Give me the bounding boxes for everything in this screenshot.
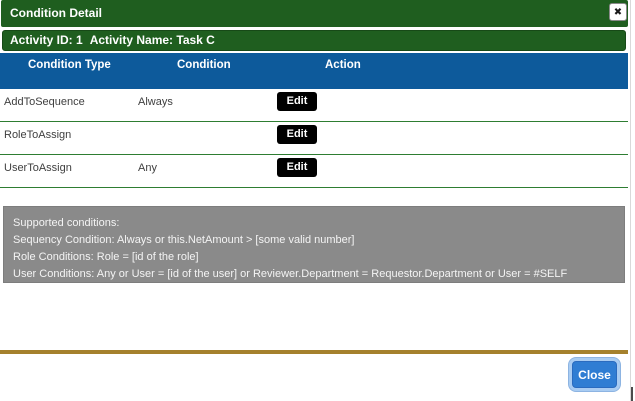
info-line: Supported conditions: bbox=[13, 217, 120, 229]
cell-condition: Always bbox=[138, 96, 173, 108]
cell-action bbox=[270, 155, 317, 187]
dialog-right-border bbox=[630, 0, 631, 401]
dialog-title-bar bbox=[1, 0, 628, 27]
supported-conditions-box bbox=[3, 206, 625, 283]
info-line: Role Conditions: Role = [id of the role] bbox=[13, 251, 199, 263]
footer-divider bbox=[0, 350, 628, 354]
activity-name-label: Activity Name: Task C bbox=[89, 33, 215, 47]
cell-condition-type: UserToAssign bbox=[4, 162, 72, 174]
info-line: User Conditions: Any or User = [id of the user] or Reviewer.Department = Requestor.Department or User = #SELF bbox=[13, 268, 568, 280]
column-header-condition-type: Condition Type bbox=[28, 59, 111, 71]
activity-header-bar bbox=[2, 30, 626, 51]
table-row bbox=[0, 155, 628, 188]
edit-button[interactable]: Edit bbox=[277, 92, 317, 111]
cell-condition-type: AddToSequence bbox=[4, 96, 85, 108]
cell-condition-type: RoleToAssign bbox=[4, 129, 72, 141]
cell-condition: Any bbox=[138, 162, 157, 174]
edit-button[interactable]: Edit bbox=[277, 125, 317, 144]
table-header bbox=[0, 53, 628, 89]
window-edge-mark bbox=[631, 387, 633, 401]
close-button[interactable]: Close bbox=[572, 361, 617, 388]
cell-action bbox=[270, 89, 317, 121]
info-line: Sequency Condition: Always or this.NetAmount > [some valid number] bbox=[13, 234, 355, 246]
table-body bbox=[0, 89, 628, 188]
edit-button[interactable]: Edit bbox=[277, 158, 317, 177]
table-row bbox=[0, 122, 628, 155]
column-header-action: Action bbox=[325, 59, 361, 71]
cell-condition bbox=[135, 122, 270, 154]
dialog-title: Condition Detail bbox=[10, 6, 102, 20]
column-header-condition: Condition bbox=[177, 59, 231, 71]
cell-action bbox=[270, 122, 317, 154]
close-icon[interactable]: ✖ bbox=[609, 3, 627, 21]
activity-id-label: Activity ID: 1 bbox=[10, 33, 83, 47]
table-row bbox=[0, 89, 628, 122]
